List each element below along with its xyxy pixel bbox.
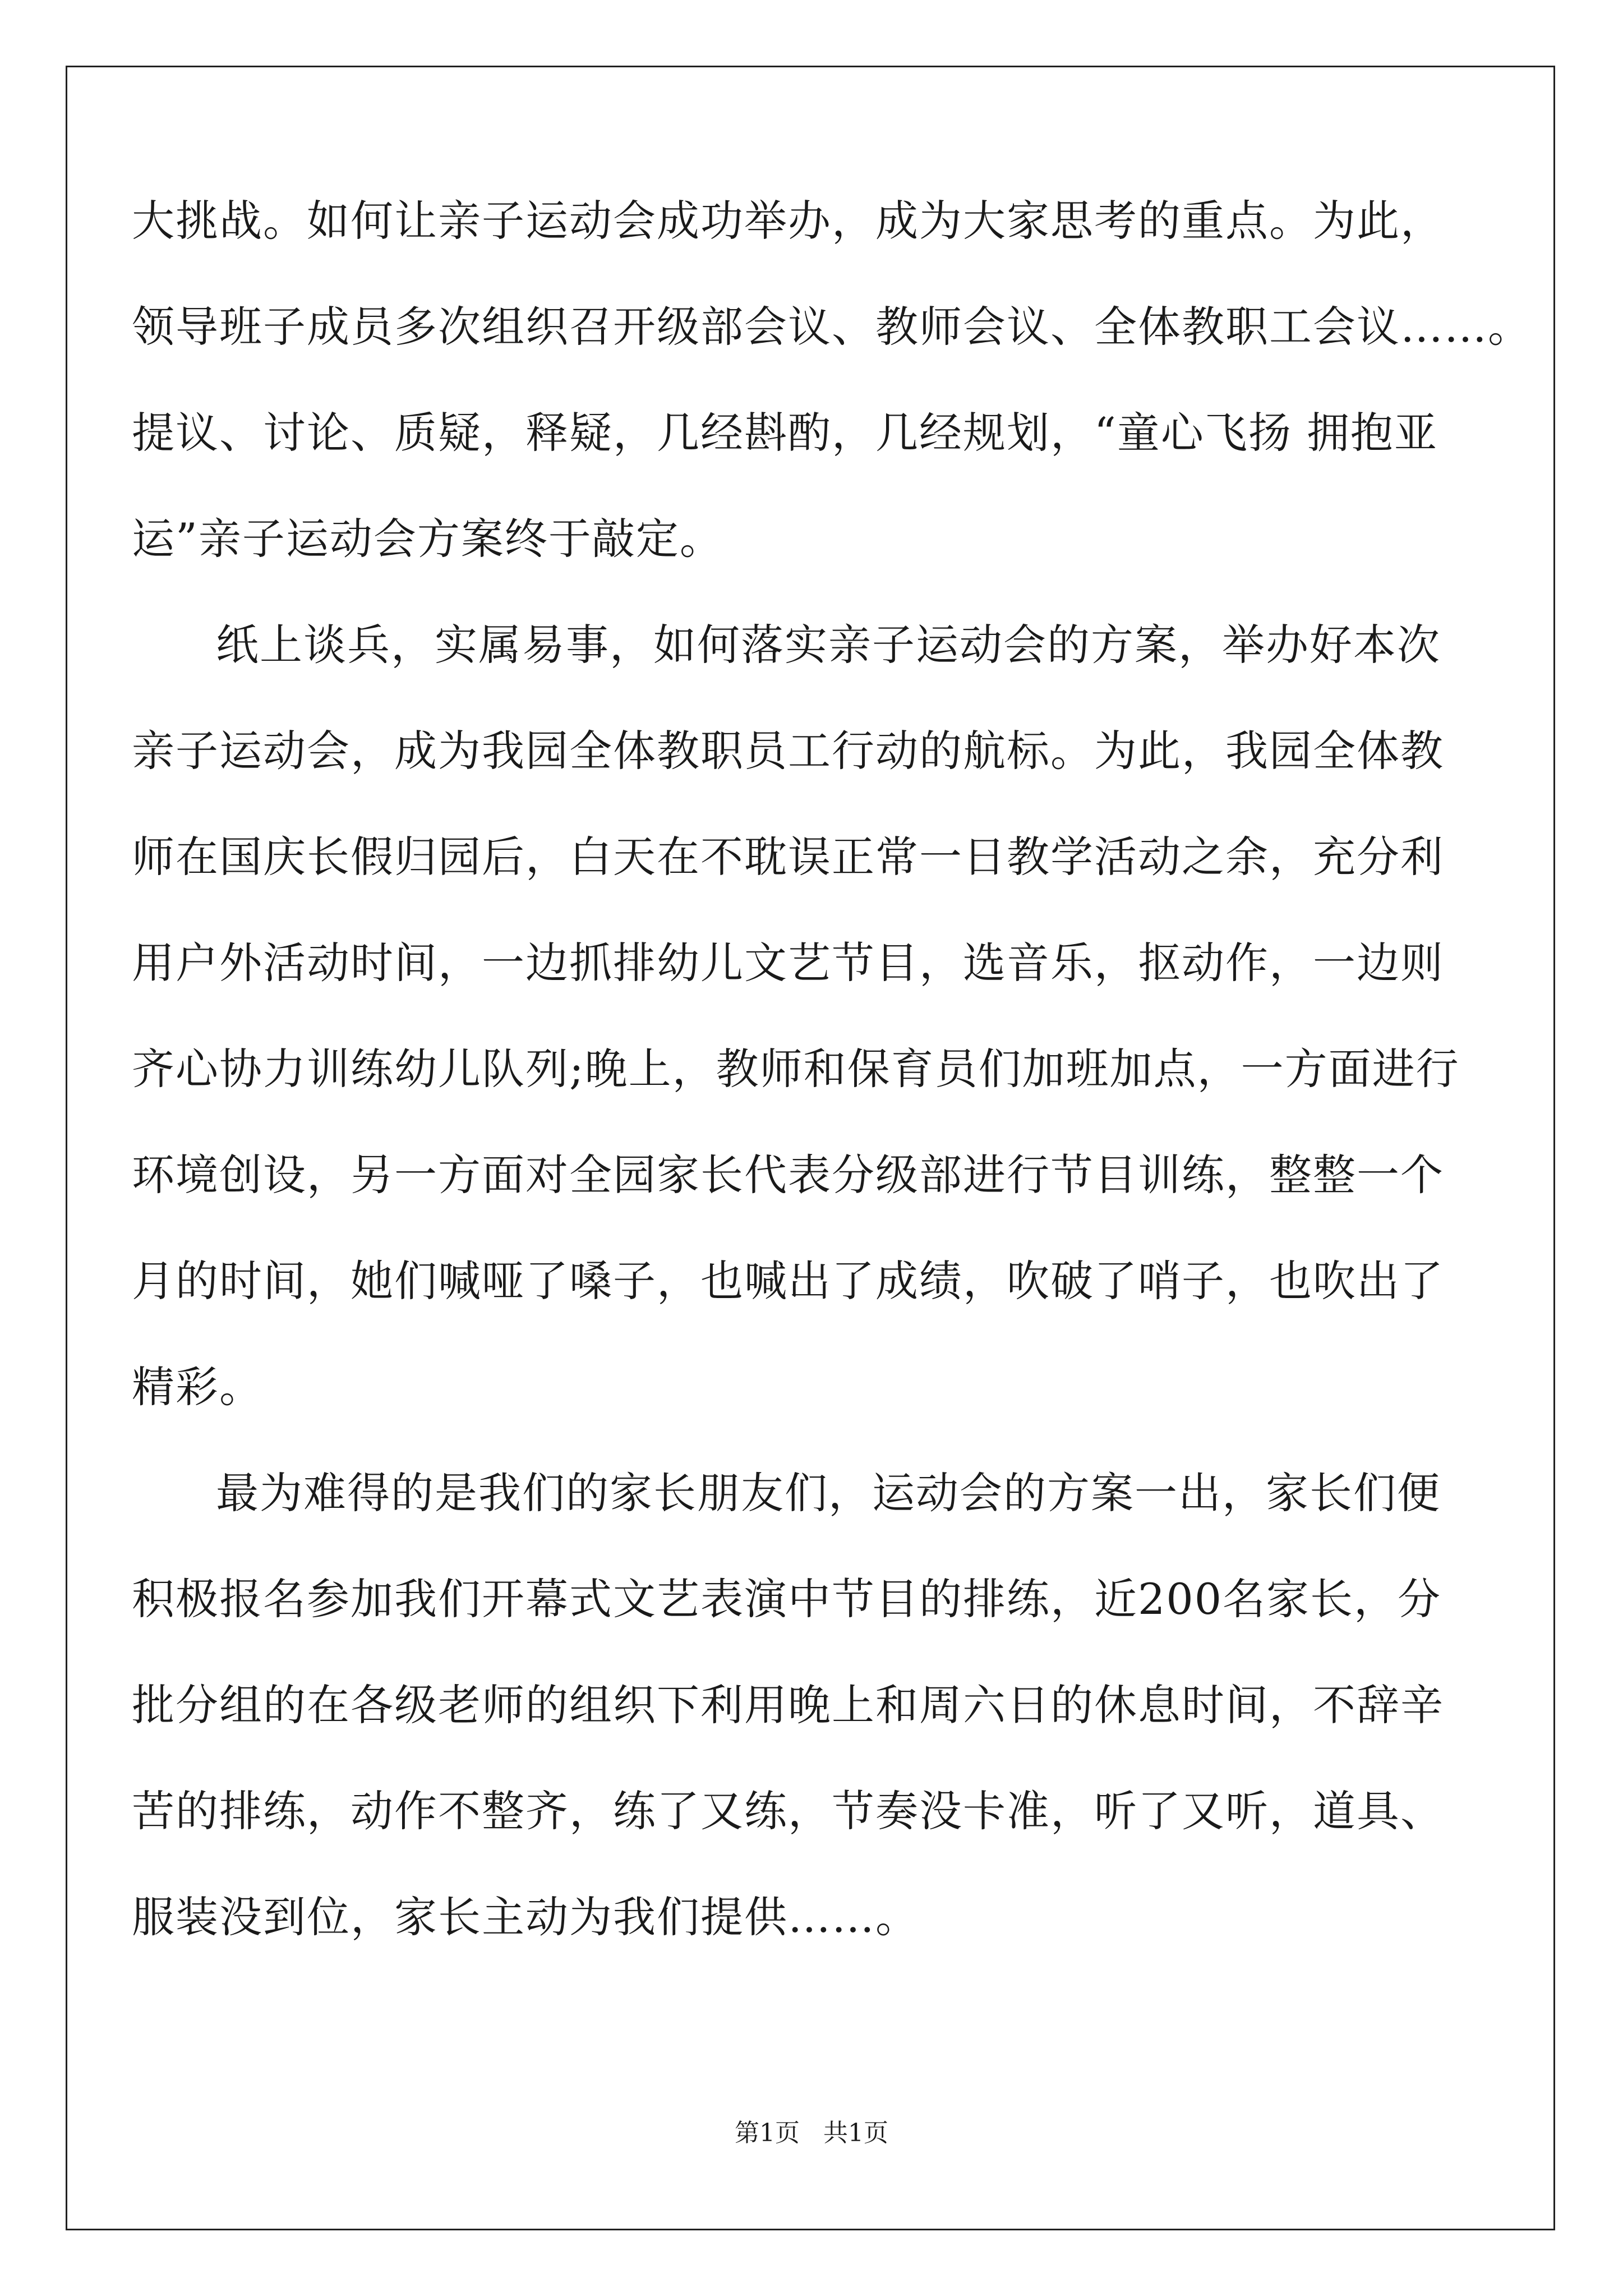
text-line: 大挑战。如何让亲子运动会成功举办，成为大家思考的重点。为此，: [132, 196, 1444, 246]
text-line: 批分组的在各级老师的组织下利用晚上和周六日的休息时间，不辞辛: [132, 1680, 1444, 1730]
text-line: 运”亲子运动会方案终于敲定。: [132, 514, 723, 564]
text-line: 纸上谈兵，实属易事，如何落实亲子运动会的方案，举办好本次: [216, 620, 1441, 670]
text-line: 领导班子成员多次组织召开级部会议、教师会议、全体教职工会议……。: [132, 302, 1532, 352]
page-number: 第1页 共1页: [735, 2119, 888, 2147]
text-line: 用户外活动时间，一边抓排幼儿文艺节目，选音乐，抠动作，一边则: [132, 938, 1444, 988]
text-line: 服装没到位，家长主动为我们提供……。: [132, 1892, 919, 1942]
text-line: 积极报名参加我们开幕式文艺表演中节目的排练，近200名家长，分: [132, 1574, 1442, 1624]
text-line: 环境创设，另一方面对全园家长代表分级部进行节目训练，整整一个: [132, 1150, 1444, 1200]
text-line: 师在国庆长假归园后，白天在不耽误正常一日教学活动之余，充分利: [132, 832, 1444, 882]
text-line: 苦的排练，动作不整齐，练了又练，节奏没卡准，听了又听，道具、: [132, 1786, 1444, 1836]
text-line: 提议、讨论、质疑，释疑，几经斟酌，几经规划，“童心飞扬 拥抱亚: [132, 408, 1438, 458]
text-line: 月的时间，她们喊哑了嗓子，也喊出了成绩，吹破了哨子，也吹出了: [132, 1256, 1444, 1306]
text-line: 亲子运动会，成为我园全体教职员工行动的航标。为此，我园全体教: [132, 726, 1444, 776]
text-line: 最为难得的是我们的家长朋友们，运动会的方案一出，家长们便: [216, 1468, 1441, 1518]
text-line: 齐心协力训练幼儿队列;晚上，教师和保育员们加班加点，一方面进行: [132, 1044, 1460, 1094]
page-footer: [0, 2118, 1623, 2149]
text-line: 精彩。: [132, 1362, 263, 1412]
document-body: [132, 191, 1532, 1993]
